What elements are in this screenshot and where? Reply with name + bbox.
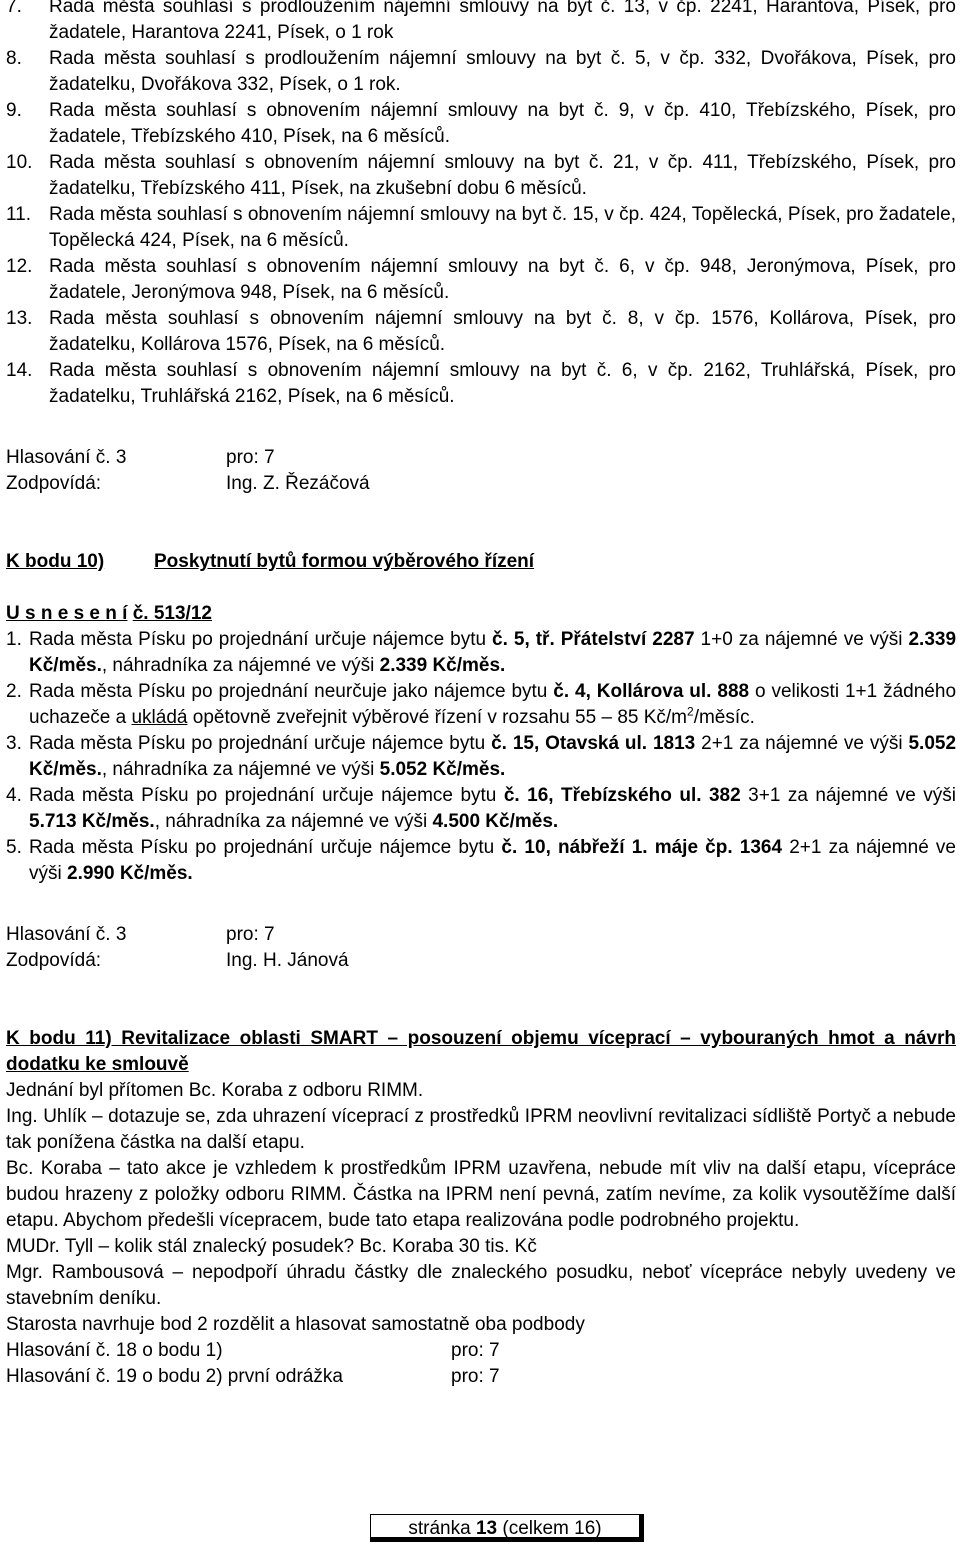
- responsible-row: Zodpovídá: Ing. Z. Řezáčová: [6, 473, 370, 494]
- resolution-title: U s n e s e n í č. 513/12: [6, 603, 212, 624]
- vote-row: Hlasování č. 3 pro: 7: [6, 447, 275, 468]
- section-heading: K bodu 10) Poskytnutí bytů formou výběrového řízení: [6, 551, 535, 572]
- list-item: 2. Rada města Písku po projednání neurčuje jako nájemce bytu č. 4, Kollárova ul. 888 o velikosti 1+1 žádného uchazeče a ukládá opětovně zveřejnit výběrové řízení v rozsahu 55 – 85 $Kč/m^2$/měsíc.: [6, 681, 957, 728]
- section-heading: K bodu 11) Revitalizace oblasti SMART – posouzení objemu víceprací – vybouraných hmot a návrh dodatku ke smlouvě: [6, 1028, 956, 1075]
- items-top-list: [6, 0, 956, 410]
- paragraph: MUDr. Tyll – kolik stál znalecký posudek? Bc. Koraba 30 tis. Kč: [6, 1236, 537, 1257]
- list-item: 10. Rada města souhlasí s obnovením nájemní smlouvy na byt č. 21, v čp. 411, Třebízského, Písek, pro žadatelku, Třebízského 411, Písek, na zkušební dobu 6 měsíců.: [6, 152, 956, 199]
- list-item: 4. Rada města Písku po projednání určuje nájemce bytu č. 16, Třebízského ul. 382 3+1 za nájemné ve výši 5.713 Kč/měs., náhradníka za nájemné ve výši 4.500 Kč/měs.: [6, 785, 956, 832]
- list-item: 8. Rada města souhlasí s prodloužením nájemní smlouvy na byt č. 5, v čp. 332, Dvořákova, Písek, pro žadatelku, Dvořákova 332, Písek, o 1 rok.: [6, 48, 956, 95]
- document-page: [6, 0, 956, 1390]
- responsible-row: Zodpovídá: Ing. H. Jánová: [6, 950, 349, 971]
- list-item: 11. Rada města souhlasí s obnovením nájemní smlouvy na byt č. 15, v čp. 424, Topělecká, Písek, pro žadatele, Topělecká 424, Písek, na 6 měsíců.: [6, 204, 956, 251]
- vote-row: Hlasování č. 3 pro: 7: [6, 924, 275, 945]
- paragraph: Ing. Uhlík – dotazuje se, zda uhrazení víceprací z prostředků IPRM neovlivní revitalizaci sídliště Portyč a nebude tak ponížena částka na další etapu.: [6, 1106, 956, 1153]
- list-item: 7. Rada města souhlasí s prodloužením nájemní smlouvy na byt č. 13, v čp. 2241, Harantova, Písek, pro žadatele, Harantova 2241, Písek, o 1 rok: [6, 0, 956, 43]
- list-item: 9. Rada města souhlasí s obnovením nájemní smlouvy na byt č. 9, v čp. 410, Třebízského, Písek, pro žadatele, Třebízského 410, Písek, na 6 měsíců.: [6, 100, 956, 147]
- vote-row: Hlasování č. 18 o bodu 1) pro: 7: [6, 1340, 500, 1361]
- list-item: 12. Rada města souhlasí s obnovením nájemní smlouvy na byt č. 6, v čp. 948, Jeronýmova, Písek, pro žadatele, Jeronýmova 948, Písek, na 6 měsíců.: [6, 256, 956, 303]
- list-item: 13. Rada města souhlasí s obnovením nájemní smlouvy na byt č. 8, v čp. 1576, Kollárova, Písek, pro žadatelku, Kollárova 1576, Písek, na 6 měsíců.: [6, 308, 956, 355]
- list-item: 1. Rada města Písku po projednání určuje nájemce bytu č. 5, tř. Přátelství 2287 1+0 za nájemné ve výši 2.339 Kč/měs., náhradníka za nájemné ve výši 2.339 Kč/měs.: [6, 629, 957, 676]
- vote-row: Hlasování č. 19 o bodu 2) první odrážka pro: 7: [6, 1366, 500, 1387]
- paragraph: Jednání byl přítomen Bc. Koraba z odboru RIMM.: [6, 1080, 424, 1101]
- list-item: 5. Rada města Písku po projednání určuje nájemce bytu č. 10, nábřeží 1. máje čp. 1364 2+1 za nájemné ve výši 2.990 Kč/měs.: [6, 837, 956, 884]
- list-item: 3. Rada města Písku po projednání určuje nájemce bytu č. 15, Otavská ul. 1813 2+1 za nájemné ve výši 5.052 Kč/měs., náhradníka za nájemné ve výši 5.052 Kč/měs.: [6, 733, 957, 780]
- page-number-footer: stránka 13 (celkem 16): [370, 1514, 644, 1542]
- paragraph: Bc. Koraba – tato akce je vzhledem k prostředkům IPRM uzavřena, nebude mít vliv na další etapu, vícepráce budou hrazeny z položky odboru RIMM. Částka na IPRM není pevná, zatím nevíme, za kolik vysoutěžíme další etapu. Abychom předešli vícepracem, bude tato etapa realizována podle podrobného projektu.: [6, 1158, 956, 1231]
- list-item: 14. Rada města souhlasí s obnovením nájemní smlouvy na byt č. 6, v čp. 2162, Truhlářská, Písek, pro žadatelku, Truhlářská 2162, Písek, na 6 měsíců.: [6, 360, 956, 407]
- paragraph: Mgr. Rambousová – nepodpoří úhradu částky dle znaleckého posudku, neboť vícepráce nebyly uvedeny ve stavebním deníku.: [6, 1262, 956, 1309]
- paragraph: Starosta navrhuje bod 2 rozdělit a hlasovat samostatně oba podbody: [6, 1314, 585, 1335]
- resolution-list: [6, 627, 956, 887]
- discussion: [6, 1078, 956, 1338]
